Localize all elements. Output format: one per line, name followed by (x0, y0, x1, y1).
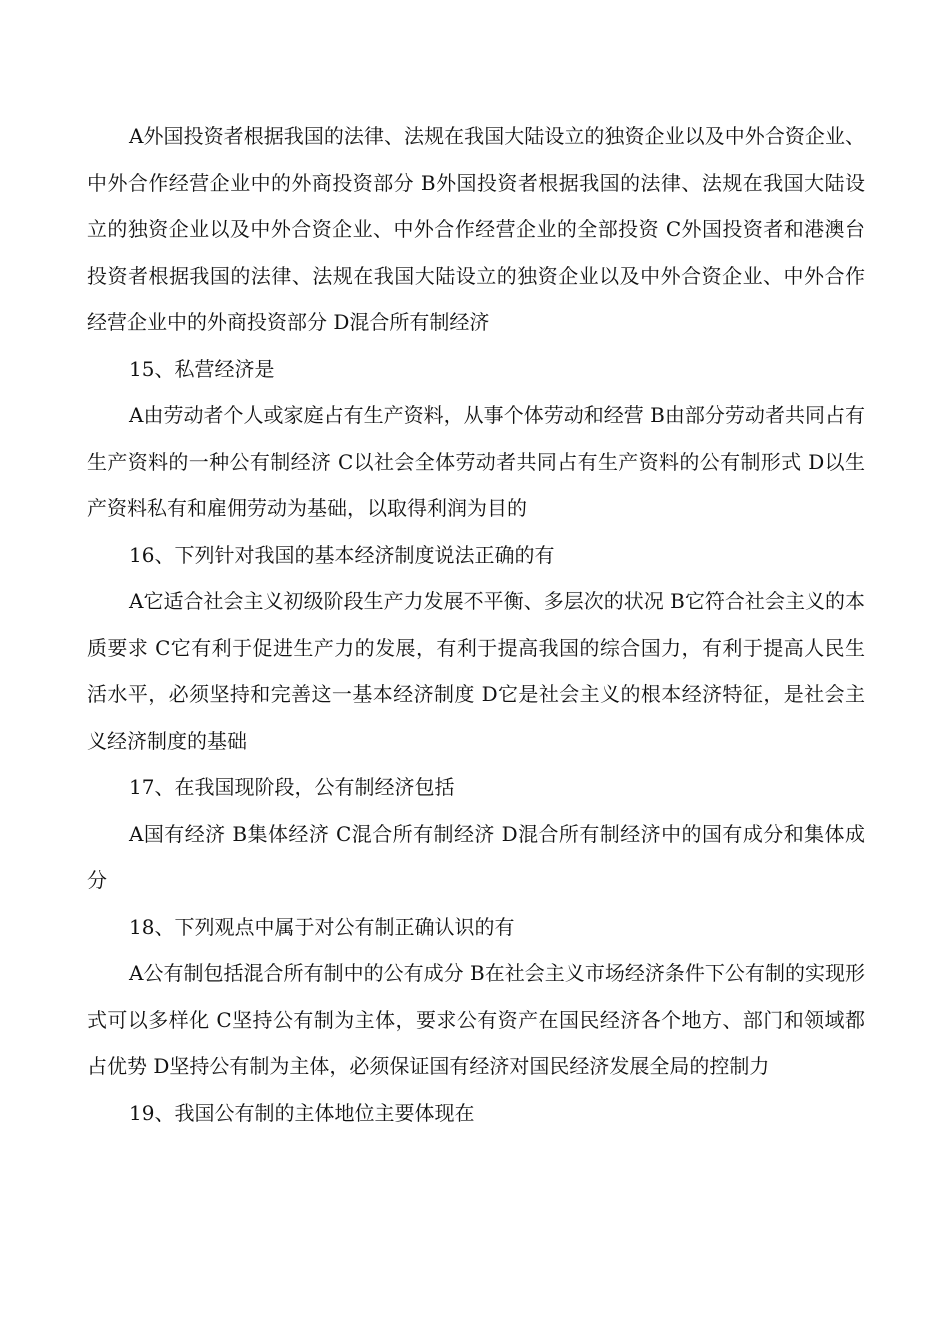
answer-options-paragraph: A国有经济 B集体经济 C混合所有制经济 D混合所有制经济中的国有成分和集体成分 (87, 821, 865, 892)
question-19: 19、我国公有制的主体地位主要体现在 (129, 1100, 475, 1125)
answer-options-paragraph: A它适合社会主义初级阶段生产力发展不平衡、多层次的状况 B它符合社会主义的本质要求 C它有利于促进生产力的发展，有利于提高我国的综合国力，有利于提高人民生活水平，必须坚持和完善这一基本经济制度 D它是社会主义的根本经济特征，是社会主义经济制度的基础 (87, 589, 865, 753)
document-body (87, 113, 865, 1136)
question-15: 15、私营经济是 (129, 356, 275, 381)
question-17: 17、在我国现阶段，公有制经济包括 (129, 775, 455, 799)
question-16: 16、下列针对我国的基本经济制度说法正确的有 (129, 542, 555, 567)
answer-options-paragraph: A外国投资者根据我国的法律、法规在我国大陆设立的独资企业以及中外合资企业、中外合作经营企业中的外商投资部分 B外国投资者根据我国的法律、法规在我国大陆设立的独资企业以及中外合资企业、中外合作经营企业的全部投资 C外国投资者和港澳台投资者根据我国的法律、法规在我国大陆设立的独资企业以及中外合资企业、中外合作经营企业中的外商投资部分 D混合所有制经济 (87, 124, 865, 334)
answer-options-paragraph: A公有制包括混合所有制中的公有成分 B在社会主义市场经济条件下公有制的实现形式可以多样化 C坚持公有制为主体，要求公有资产在国民经济各个地方、部门和领域都占优势 D坚持公有制为主体，必须保证国有经济对国民经济发展全局的控制力 (87, 961, 865, 1078)
question-18: 18、下列观点中属于对公有制正确认识的有 (129, 914, 515, 939)
answer-options-paragraph: A由劳动者个人或家庭占有生产资料，从事个体劳动和经营 B由部分劳动者共同占有生产资料的一种公有制经济 C以社会全体劳动者共同占有生产资料的公有制形式 D以生产资料私有和雇佣劳动为基础，以取得利润为目的 (87, 403, 865, 520)
